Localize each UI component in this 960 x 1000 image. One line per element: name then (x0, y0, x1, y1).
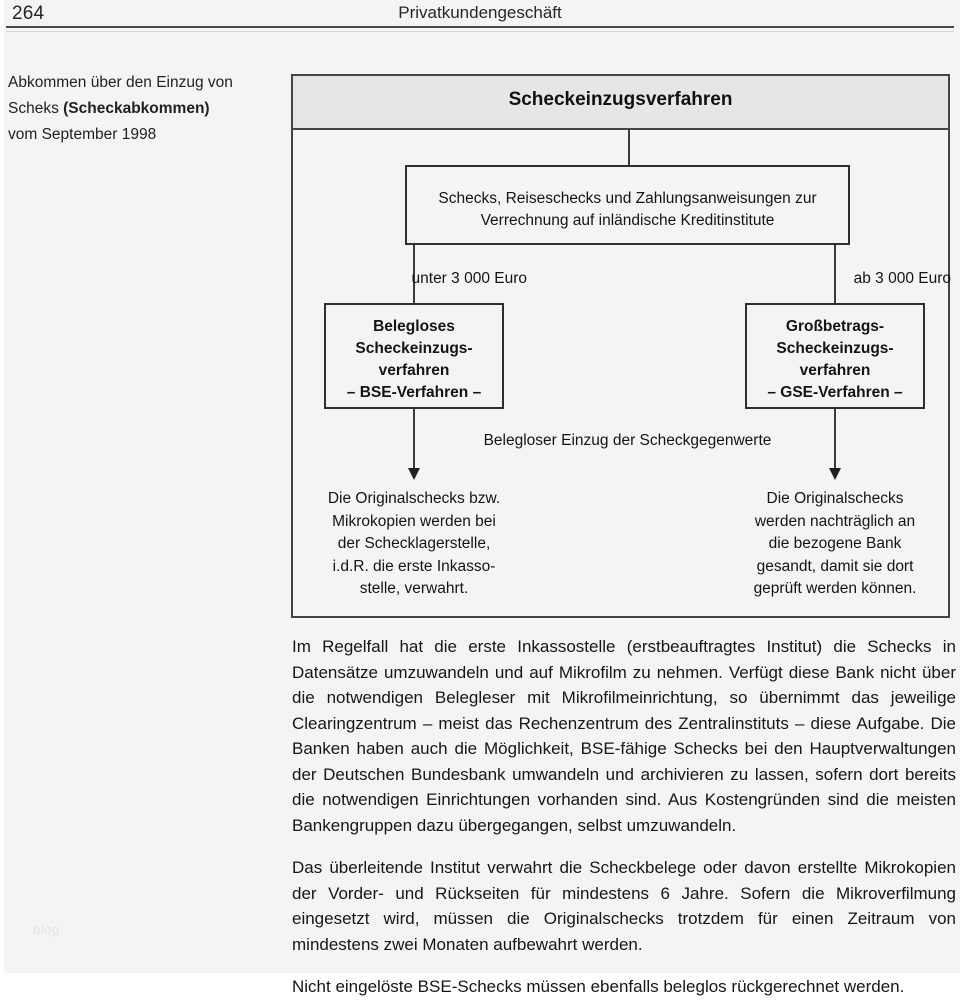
left-leaf-line-3: der Schecklagerstelle, (337, 535, 491, 552)
intro-box-line-2: Verrechnung auf inländische Kreditinstitute (480, 212, 775, 229)
running-head (0, 0, 960, 34)
gse-verfahren-text (745, 316, 925, 404)
left-leaf-line-1: Die Originalschecks bzw. (327, 490, 501, 507)
right-leaf-line-2: werden nachträglich an (754, 512, 916, 530)
threshold-label-left: unter 3 000 Euro (411, 270, 527, 287)
margin-note (8, 70, 270, 148)
margin-note-line-1: Abkommen über den Einzug von (8, 74, 233, 91)
running-title: Privatkundengeschäft (398, 3, 562, 22)
paragraph-3: Nicht eingelöste BSE-Schecks müssen ebenfalls beleglos rückgerechnet werden. (292, 977, 905, 996)
margin-note-line-2-plain: Scheks (8, 100, 64, 117)
connector-left-box-to-leaf (413, 409, 415, 470)
right-leaf-line-5: geprüft werden können. (753, 580, 917, 597)
intro-box-text (405, 188, 850, 232)
arrow-head-left (408, 468, 420, 480)
page-bottom-edge (0, 973, 960, 976)
gse-line-4: – GSE-Verfahren – (767, 384, 903, 401)
connector-title-to-intro (628, 130, 630, 165)
right-leaf-line-4: gesandt, damit sie dort (756, 557, 914, 575)
left-leaf-line-2: Mikrokopien werden bei (332, 512, 496, 530)
bse-line-2: Scheckeinzugs- (355, 340, 473, 357)
header-rule-hairline (6, 31, 954, 32)
gse-line-2: Scheckeinzugs- (776, 340, 894, 357)
arrow-head-right (829, 468, 841, 480)
body-copy (292, 634, 956, 1000)
right-leaf-line-1: Die Originalschecks (766, 490, 904, 507)
bse-line-3: verfahren (378, 362, 450, 379)
connector-right-box-to-leaf (834, 409, 836, 470)
gse-line-1: Großbetrags- (785, 318, 885, 335)
gse-line-3: verfahren (799, 362, 871, 379)
left-leaf-line-4: i.d.R. die erste Inkasso- (332, 557, 496, 575)
page-number: 264 (12, 3, 45, 24)
bse-verfahren-text (324, 316, 504, 404)
intro-box-line-1: Schecks, Reiseschecks und Zahlungsanweisungen zur (438, 190, 817, 207)
watermark: blog (33, 922, 60, 937)
left-leaf-text (313, 488, 515, 601)
threshold-label-right: ab 3 000 Euro (853, 270, 951, 287)
margin-note-line-2 (8, 96, 270, 122)
left-leaf-line-5: stelle, verwahrt. (359, 580, 469, 597)
bse-line-1: Belegloses (373, 318, 455, 335)
right-leaf-line-3: die bezogene Bank (768, 535, 902, 552)
margin-note-line-3: vom September 1998 (8, 126, 157, 143)
right-leaf-text (734, 488, 936, 601)
margin-note-line-2-bold: (Scheckabkommen) (63, 100, 210, 117)
page-left-edge (0, 0, 4, 976)
paragraph-1: Im Regelfall hat die erste Inkassostelle (erstbeauftragtes Institut) die Schecks in Datensätze umzuwandeln und auf Mikrofilm zu nehmen. Verfügt diese Bank nicht über die notwendigen Belegleser mit Mikrofilmeinrichtung, so übernimmt das jeweilige Clearingzentrum – meist das Rechenzentrum des Zentralinstituts – diese Aufgabe. Die Banken haben auch die Möglichkeit, BSE-fähige Schecks bei den Hauptverwaltungen der Deutschen Bundesbank umwandeln und archivieren zu lassen, sofern dort bereits die notwendigen Einrichtungen vorhanden sind. Aus Kostengründen sind die meisten Bankengruppen dazu übergegangen, selbst umzuwandeln. (292, 637, 956, 835)
middle-caption: Belegloser Einzug der Scheckgegenwerte (483, 432, 772, 449)
paragraph-2: Das überleitende Institut verwahrt die Scheckbelege oder davon erstellte Mikrokopien der Vorder- und Rückseiten für mindestens 6 Jahre. Sofern die Mikroverfilmung eingesetzt wird, müssen die Originalschecks trotzdem für einen Zeitraum von mindestens zwei Monaten aufbewahrt werden. (292, 858, 956, 954)
header-rule (6, 26, 954, 28)
diagram-title: Scheckeinzugsverfahren (508, 89, 733, 110)
scheckeinzugsverfahren-diagram (291, 74, 952, 619)
bse-line-4: – BSE-Verfahren – (346, 384, 482, 401)
